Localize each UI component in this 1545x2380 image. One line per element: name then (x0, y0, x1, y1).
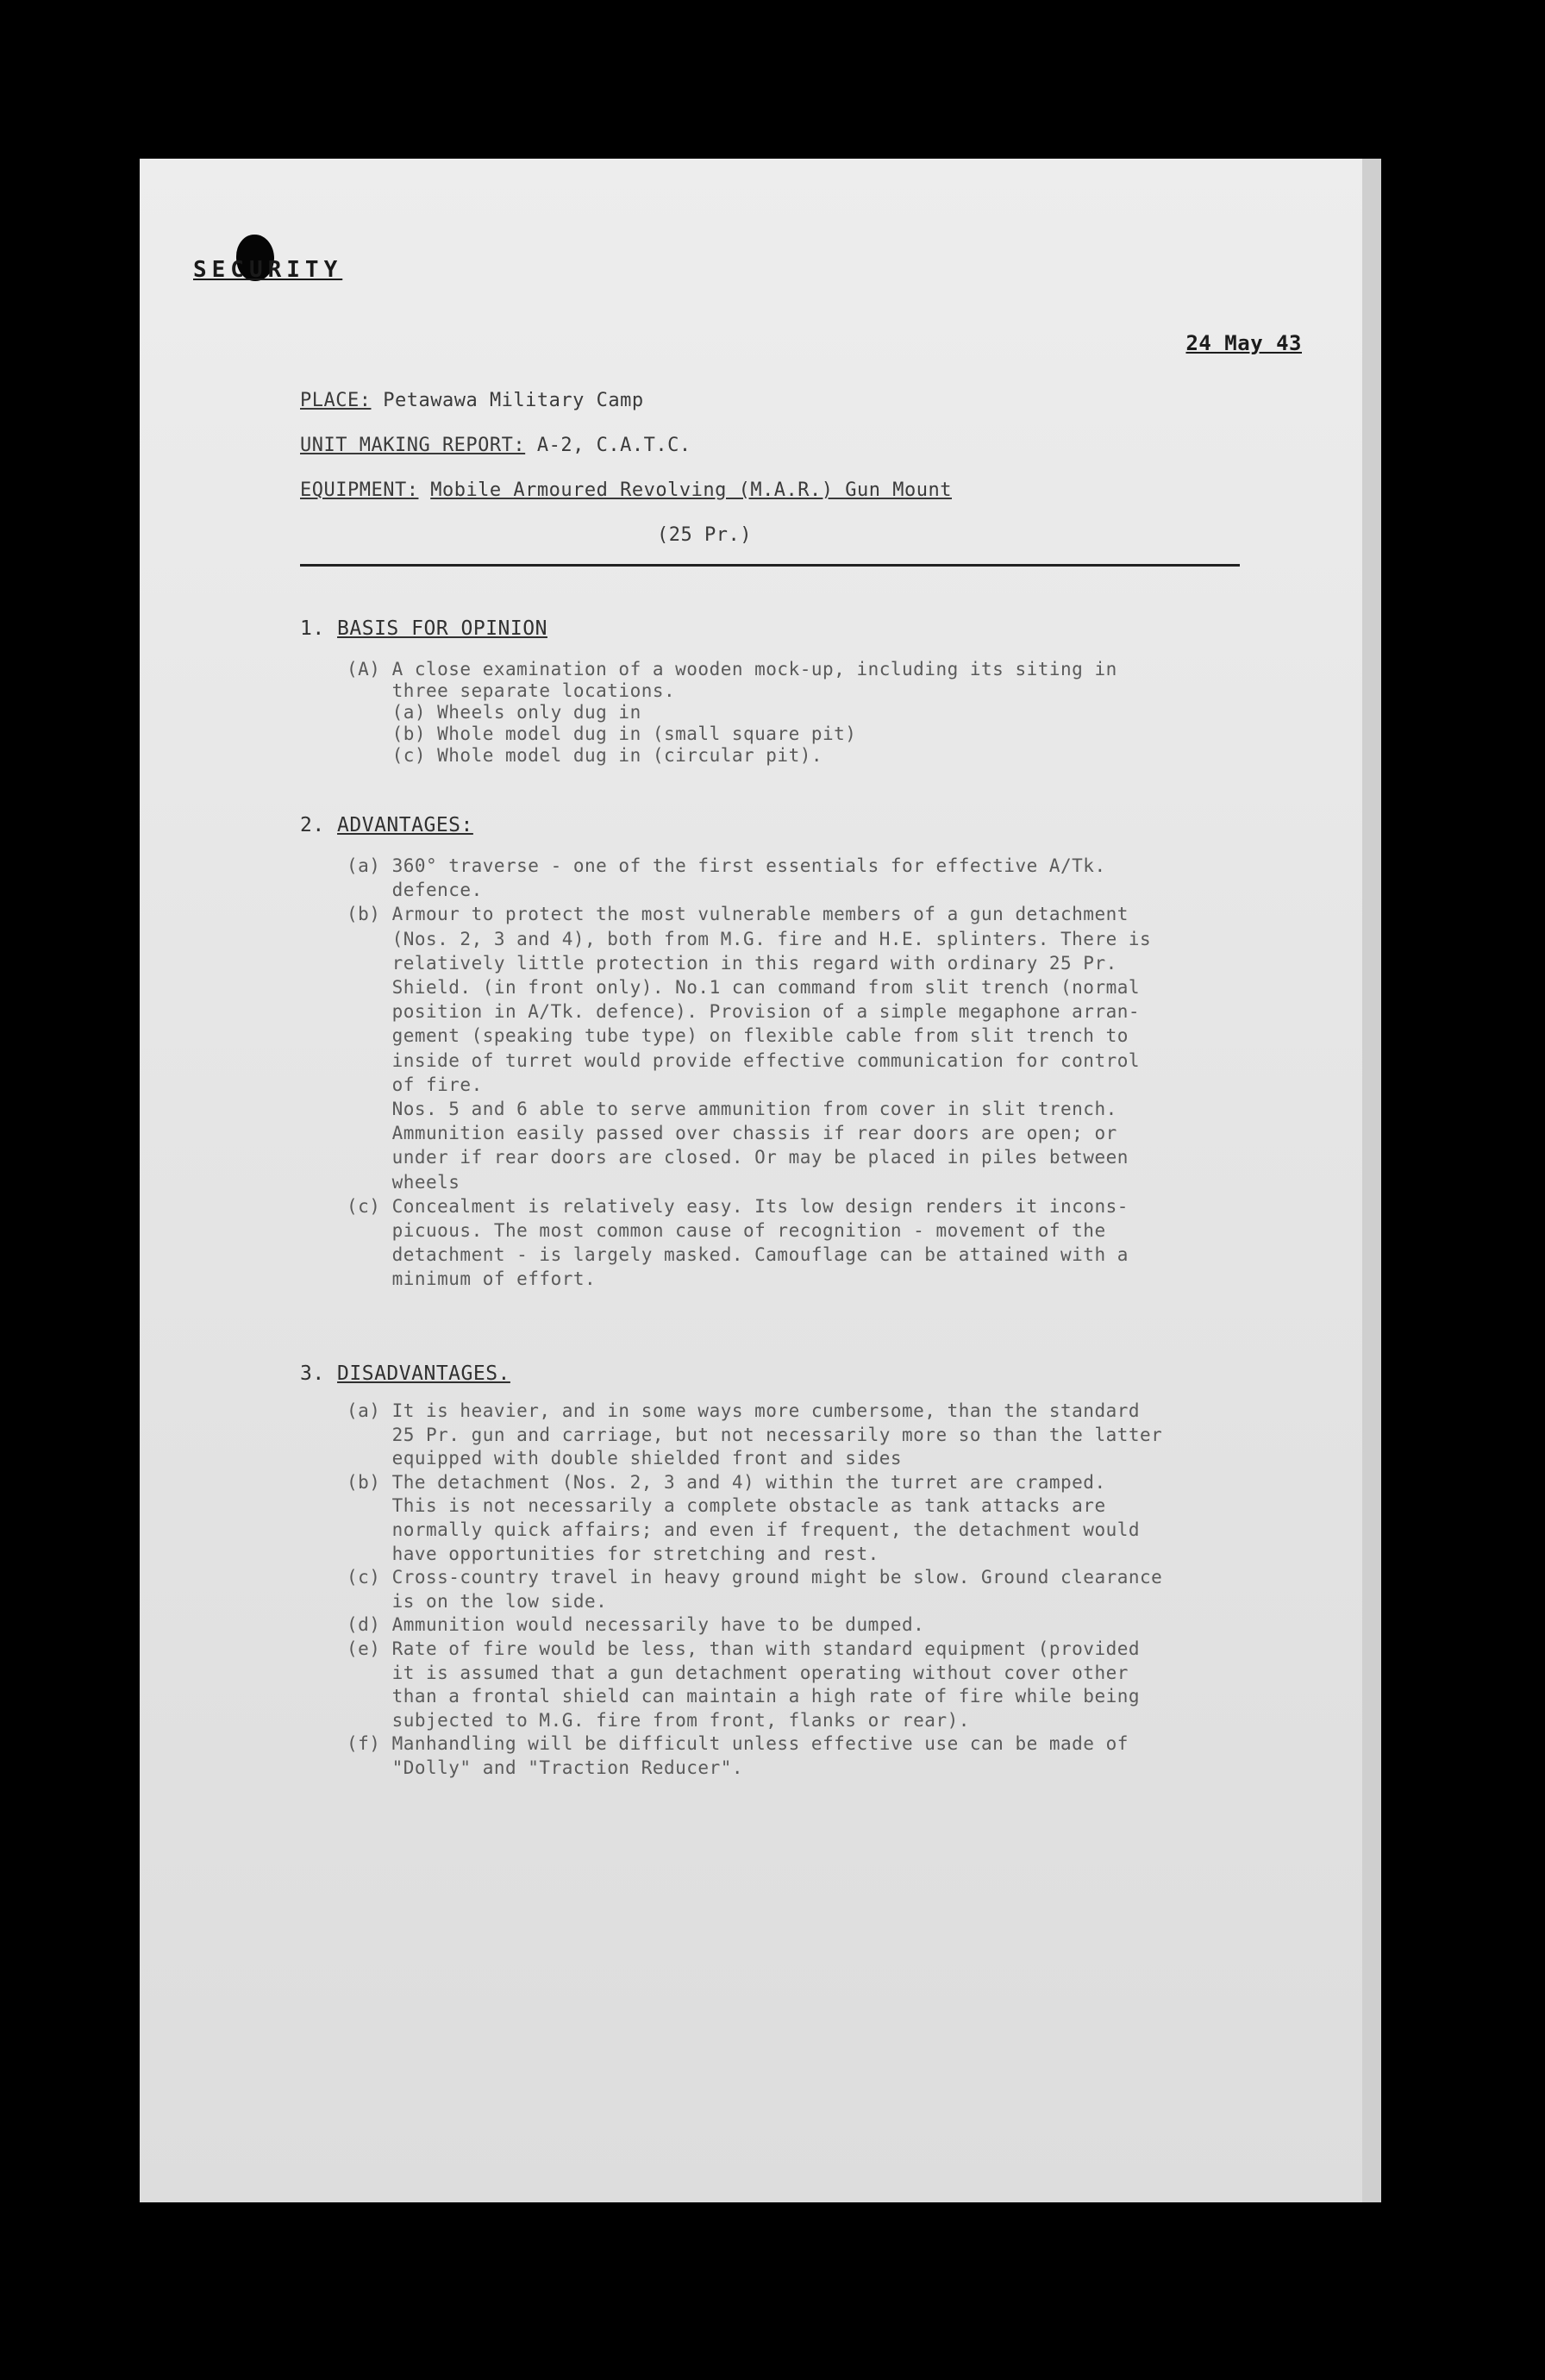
place-line (300, 390, 644, 411)
section-heading (300, 814, 473, 836)
section-heading (300, 1362, 510, 1385)
section-text-line: (a) 360° traverse - one of the first essentials for effective A/Tk. (347, 855, 1106, 876)
section-title: DISADVANTAGES. (337, 1362, 510, 1385)
security-classification: SECURITY (193, 257, 343, 283)
section-text-line: (d) Ammunition would necessarily have to be dumped. (347, 1614, 925, 1636)
section-number: 1. (300, 617, 338, 640)
header-divider (300, 564, 1240, 567)
section-title: BASIS FOR OPINION (337, 617, 547, 640)
section-text-line: relatively little protection in this regard with ordinary 25 Pr. (347, 952, 1117, 974)
section-text-line: equipped with double shielded front and sides (347, 1448, 903, 1469)
report-date: 24 May 43 (1185, 331, 1302, 355)
section-text-line: than a frontal shield can maintain a high rate of fire while being (347, 1686, 1141, 1707)
place-label: PLACE: (300, 390, 372, 411)
section-text-line: (b) Whole model dug in (small square pit) (347, 723, 857, 744)
section-text-line: (f) Manhandling will be difficult unless effective use can be made of (347, 1733, 1129, 1755)
equipment-label: EQUIPMENT: (300, 479, 419, 501)
section-text-line: detachment - is largely masked. Camouflage can be attained with a (347, 1244, 1129, 1266)
section-text-line: under if rear doors are closed. Or may be placed in piles between (347, 1147, 1129, 1168)
section-text-line: This is not necessarily a complete obstacle as tank attacks are (347, 1495, 1106, 1517)
equipment-calibre: (25 Pr.) (657, 524, 752, 546)
section-text-line: (Nos. 2, 3 and 4), both from M.G. fire and H.E. splinters. There is (347, 928, 1152, 949)
section-text-line: three separate locations. (347, 680, 676, 701)
section-text-line: (e) Rate of fire would be less, than with standard equipment (provided (347, 1638, 1141, 1659)
section-text-line: "Dolly" and "Traction Reducer". (347, 1757, 744, 1778)
section-text-line: defence. (347, 880, 483, 901)
section-text-line: gement (speaking tube type) on flexible cable from slit trench to (347, 1025, 1129, 1047)
section-title: ADVANTAGES: (337, 814, 473, 836)
equipment-value: Mobile Armoured Revolving (M.A.R.) Gun Mount (430, 479, 952, 501)
section-text-line: (b) Armour to protect the most vulnerable members of a gun detachment (347, 904, 1129, 925)
section-text-line: normally quick affairs; and even if frequent, the detachment would (347, 1519, 1141, 1540)
section-text-line: inside of turret would provide effective communication for control (347, 1049, 1141, 1071)
section-text-line: (c) Concealment is relatively easy. Its low design renders it incons- (347, 1195, 1129, 1217)
section-text-line: it is assumed that a gun detachment operating without cover other (347, 1662, 1129, 1683)
section-text-line: (a) Wheels only dug in (347, 702, 641, 723)
section-text-line: (b) The detachment (Nos. 2, 3 and 4) within the turret are cramped. (347, 1471, 1106, 1493)
section-text-line: Ammunition easily passed over chassis if rear doors are open; or (347, 1123, 1117, 1144)
unit-line (300, 435, 691, 456)
section-text-line: Nos. 5 and 6 able to serve ammunition from cover in slit trench. (347, 1099, 1117, 1119)
section-text-line: Shield. (in front only). No.1 can command from slit trench (normal (347, 977, 1141, 998)
unit-value: A-2, C.A.T.C. (536, 435, 691, 456)
section-text-line: of fire. (347, 1074, 483, 1095)
section-text-line: is on the low side. (347, 1590, 608, 1612)
section-text-line: (c) Cross-country travel in heavy ground might be slow. Ground clearance (347, 1567, 1163, 1588)
section-text-line: have opportunities for stretching and rest. (347, 1543, 879, 1564)
section-text-line: subjected to M.G. fire from front, flanks or rear). (347, 1709, 970, 1731)
section-text-line: position in A/Tk. defence). Provision of a simple megaphone arran- (347, 1001, 1141, 1023)
section-text-line: (a) It is heavier, and in some ways more cumbersome, than the standard (347, 1400, 1141, 1421)
section-text-line: minimum of effort. (347, 1268, 597, 1290)
section-number: 3. (300, 1362, 338, 1385)
section-heading (300, 617, 547, 640)
section-text-line: 25 Pr. gun and carriage, but not necessarily more so than the latter (347, 1424, 1163, 1445)
section-number: 2. (300, 814, 338, 836)
equipment-line (300, 479, 952, 501)
section-text-line: picuous. The most common cause of recognition - movement of the (347, 1220, 1106, 1241)
section-text-line: wheels (347, 1171, 460, 1193)
unit-label: UNIT MAKING REPORT: (300, 435, 526, 456)
place-value: Petawawa Military Camp (383, 390, 644, 411)
section-text-line: (A) A close examination of a wooden mock-up, including its siting in (347, 659, 1117, 680)
section-text-line: (c) Whole model dug in (circular pit). (347, 745, 823, 766)
document-page (140, 159, 1381, 2202)
